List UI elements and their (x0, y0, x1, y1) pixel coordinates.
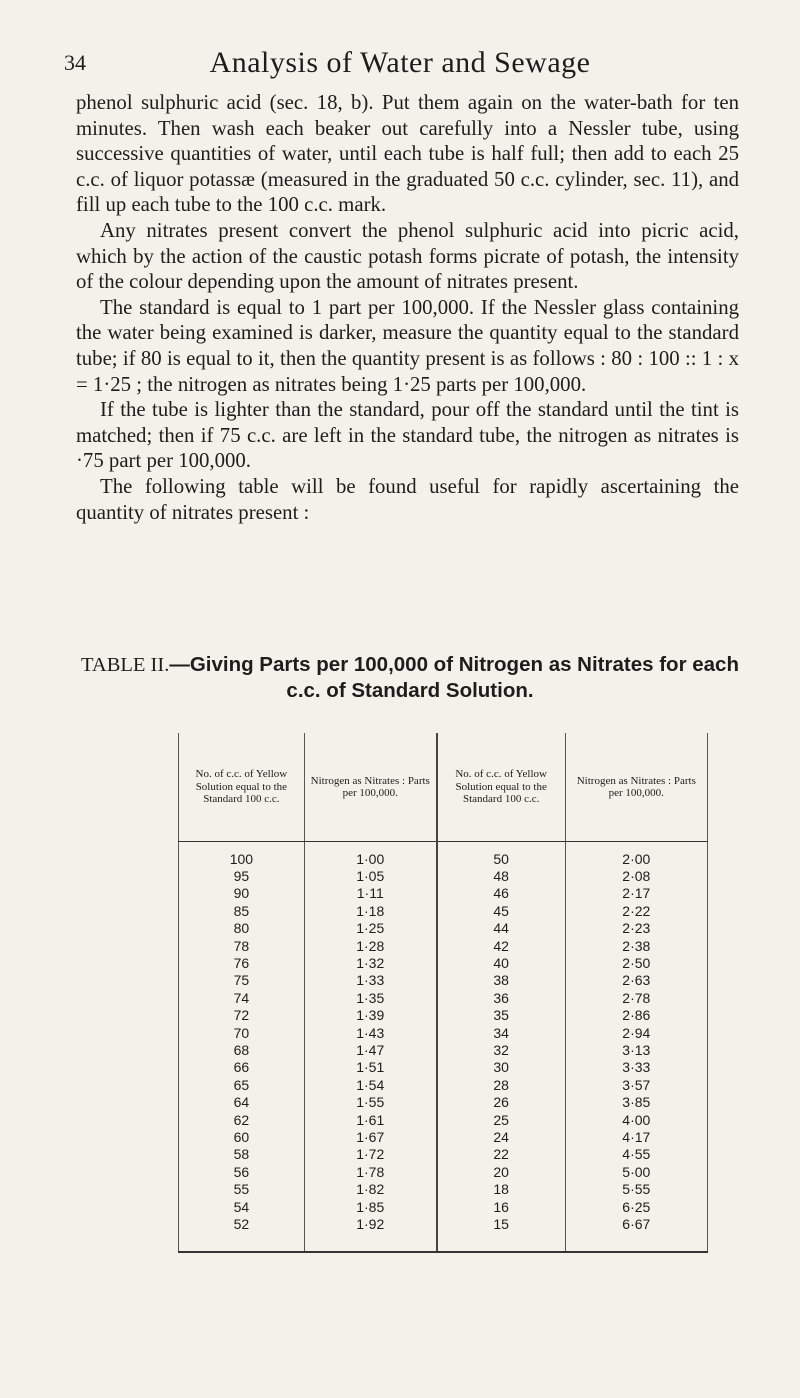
table-cell: 4·00 (565, 1111, 707, 1128)
table-cell: 56 (179, 1163, 305, 1180)
table-cell: 2·17 (565, 885, 707, 902)
table-cell: 1·85 (304, 1198, 437, 1215)
table-row (179, 1111, 708, 1128)
table-cell: 16 (437, 1198, 565, 1215)
table-row (179, 1041, 708, 1058)
paragraph: If the tube is lighter than the standard, pour off the standard until the tint is matched; then if 75 c.c. are left in the standard tube, the nitrogen as nitrates is ·75 part per 100,000. (76, 398, 739, 473)
table-cell: 2·38 (565, 937, 707, 954)
table-cell: 1·43 (304, 1024, 437, 1041)
table-cell: 52 (179, 1215, 305, 1251)
table-cell: 1·35 (304, 989, 437, 1006)
table-row (179, 842, 708, 868)
table-cell: 18 (437, 1180, 565, 1197)
table-cell: 2·86 (565, 1007, 707, 1024)
table-row (179, 937, 708, 954)
table-cell: 4·55 (565, 1146, 707, 1163)
table-cell: 1·67 (304, 1128, 437, 1145)
table-cell: 80 (179, 920, 305, 937)
table-row (179, 989, 708, 1006)
table-cell: 1·61 (304, 1111, 437, 1128)
table-row (179, 954, 708, 971)
table-cell: 34 (437, 1024, 565, 1041)
table-row (179, 920, 708, 937)
table-cell: 2·94 (565, 1024, 707, 1041)
table-row (179, 1180, 708, 1197)
paragraph: The standard is equal to 1 part per 100,000. If the Nessler glass containing the water being examined is darker, measure the quantity equal to the standard tube; if 80 is equal to it, then the quantity present is as follows : 80 : 100 :: 1 : x = 1·25 ; the nitrogen as nitrates being 1·25 parts per 100,000. (76, 295, 739, 396)
table-cell: 2·78 (565, 989, 707, 1006)
table-cell: 1·78 (304, 1163, 437, 1180)
table-cell: 30 (437, 1059, 565, 1076)
table-caption-label: TABLE II. (81, 654, 170, 676)
table-cell: 68 (179, 1041, 305, 1058)
table-cell: 42 (437, 937, 565, 954)
table-cell: 2·63 (565, 972, 707, 989)
table-cell: 1·72 (304, 1146, 437, 1163)
table-cell: 1·11 (304, 885, 437, 902)
column-header: Nitrogen as Nitrates : Parts per 100,000. (565, 733, 707, 842)
table-cell: 2·00 (565, 842, 707, 868)
table-cell: 78 (179, 937, 305, 954)
table-cell: 65 (179, 1076, 305, 1093)
paragraph: Any nitrates present convert the phenol sulphuric acid into picric acid, which by the action of the caustic potash forms picrate of potash, the intensity of the colour depending upon the amount of nitrates present. (76, 218, 739, 294)
table-cell: 1·47 (304, 1041, 437, 1058)
table-row (179, 1215, 708, 1251)
table-cell: 50 (437, 842, 565, 868)
table-cell: 1·33 (304, 972, 437, 989)
paragraph: The following table will be found useful for rapidly ascertaining the quantity of nitrates present : (76, 474, 739, 524)
table-cell: 3·85 (565, 1093, 707, 1110)
table-row (179, 867, 708, 884)
table-cell: 3·33 (565, 1059, 707, 1076)
table-cell: 6·25 (565, 1198, 707, 1215)
table-cell: 2·08 (565, 867, 707, 884)
table-cell: 25 (437, 1111, 565, 1128)
table-cell: 48 (437, 867, 565, 884)
table-cell: 95 (179, 867, 305, 884)
table-cell: 15 (437, 1215, 565, 1251)
table-cell: 64 (179, 1093, 305, 1110)
table-cell: 1·92 (304, 1215, 437, 1251)
table-cell: 1·39 (304, 1007, 437, 1024)
table-cell: 4·17 (565, 1128, 707, 1145)
column-header: No. of c.c. of Yellow Solution equal to the Standard 100 c.c. (179, 733, 305, 842)
table-cell: 35 (437, 1007, 565, 1024)
table-cell: 5·55 (565, 1180, 707, 1197)
column-header: No. of c.c. of Yellow Solution equal to the Standard 100 c.c. (437, 733, 565, 842)
table-cell: 58 (179, 1146, 305, 1163)
table-cell: 76 (179, 954, 305, 971)
table-cell: 2·23 (565, 920, 707, 937)
table-body (179, 842, 708, 1252)
page-number: 34 (64, 50, 86, 75)
table-row (179, 885, 708, 902)
table-row (179, 902, 708, 919)
table-row (179, 1093, 708, 1110)
table-cell: 1·25 (304, 920, 437, 937)
table-row (179, 972, 708, 989)
table-row (179, 1007, 708, 1024)
table-cell: 32 (437, 1041, 565, 1058)
table-cell: 70 (179, 1024, 305, 1041)
table-caption-text: —Giving Parts per 100,000 of Nitrogen as Nitrates for each c.c. of Standard Solution. (169, 653, 739, 702)
table-cell: 3·13 (565, 1041, 707, 1058)
table-cell: 74 (179, 989, 305, 1006)
table-cell: 85 (179, 902, 305, 919)
table-cell: 54 (179, 1198, 305, 1215)
table-cell: 72 (179, 1007, 305, 1024)
table-row (179, 1146, 708, 1163)
table-cell: 5·00 (565, 1163, 707, 1180)
table-cell: 46 (437, 885, 565, 902)
table-cell: 1·18 (304, 902, 437, 919)
table-cell: 1·51 (304, 1059, 437, 1076)
table-cell: 1·82 (304, 1180, 437, 1197)
table-row (179, 1163, 708, 1180)
table-cell: 100 (179, 842, 305, 868)
table-cell: 90 (179, 885, 305, 902)
table-cell: 45 (437, 902, 565, 919)
table-cell: 75 (179, 972, 305, 989)
table-cell: 22 (437, 1146, 565, 1163)
table-row (179, 1198, 708, 1215)
table-cell: 62 (179, 1111, 305, 1128)
table-cell: 66 (179, 1059, 305, 1076)
table-cell: 36 (437, 989, 565, 1006)
body-text (76, 90, 739, 525)
table-caption (76, 652, 744, 703)
table-header-row (179, 733, 708, 842)
table-cell: 28 (437, 1076, 565, 1093)
paragraph: phenol sulphuric acid (sec. 18, b). Put them again on the water-bath for ten minutes. Then wash each beaker out carefully into a Nessler tube, using successive quantities of water, until each tube is half full; then add to each 25 c.c. of liquor potassæ (measured in the graduated 50 c.c. cylinder, sec. 11), and fill up each tube to the 100 c.c. mark. (76, 91, 739, 217)
table-cell: 1·05 (304, 867, 437, 884)
table-cell: 1·00 (304, 842, 437, 868)
table-row (179, 1076, 708, 1093)
table-cell: 1·54 (304, 1076, 437, 1093)
table-row (179, 1059, 708, 1076)
table-cell: 1·55 (304, 1093, 437, 1110)
table-cell: 1·28 (304, 937, 437, 954)
table-cell: 6·67 (565, 1215, 707, 1251)
table-cell: 24 (437, 1128, 565, 1145)
table-cell: 2·22 (565, 902, 707, 919)
table-cell: 2·50 (565, 954, 707, 971)
table-cell: 1·32 (304, 954, 437, 971)
nitrates-table (178, 733, 708, 1253)
table-cell: 3·57 (565, 1076, 707, 1093)
table-cell: 55 (179, 1180, 305, 1197)
table-cell: 60 (179, 1128, 305, 1145)
table-cell: 38 (437, 972, 565, 989)
table-row (179, 1024, 708, 1041)
column-header: Nitrogen as Nitrates : Parts per 100,000. (304, 733, 437, 842)
table-row (179, 1128, 708, 1145)
table-cell: 44 (437, 920, 565, 937)
table-cell: 20 (437, 1163, 565, 1180)
table-cell: 40 (437, 954, 565, 971)
table-cell: 26 (437, 1093, 565, 1110)
running-title: Analysis of Water and Sewage (209, 46, 591, 79)
